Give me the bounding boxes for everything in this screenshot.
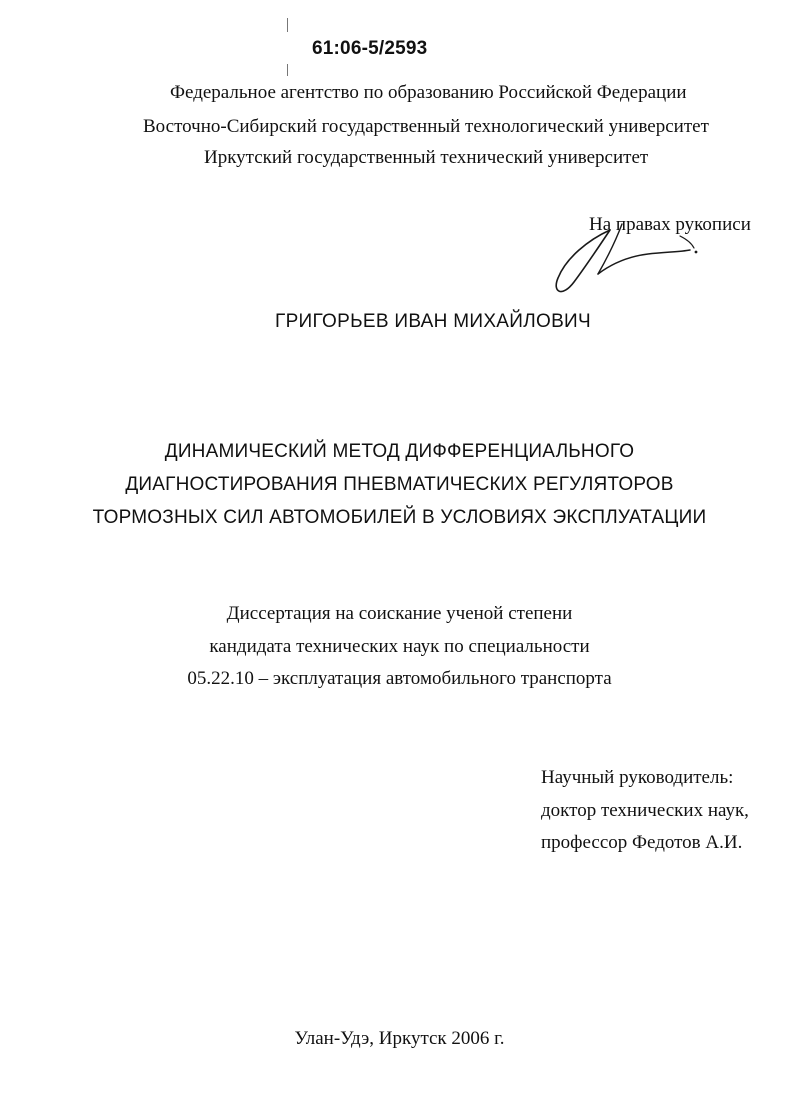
supervisor-label: Научный руководитель: xyxy=(541,767,734,788)
manuscript-rights-note: На правах рукописи xyxy=(589,214,751,235)
city-year: Улан-Удэ, Иркутск 2006 г. xyxy=(294,1028,505,1049)
archive-code: 61:06-5/2593 xyxy=(312,38,428,59)
organization-university-2: Иркутский государственный технический университет xyxy=(204,147,649,168)
supervisor-degree: доктор технических наук, xyxy=(541,800,749,821)
degree-line-1: Диссертация на соискание ученой степени xyxy=(226,603,573,624)
supervisor-name: профессор Федотов А.И. xyxy=(541,832,743,853)
dissertation-title-line-2: ДИАГНОСТИРОВАНИЯ ПНЕВМАТИЧЕСКИХ РЕГУЛЯТОРОВ xyxy=(125,474,674,495)
organization-university-1: Восточно-Сибирский государственный технологический университет xyxy=(143,116,709,137)
organization-ministry: Федеральное агентство по образованию Российской Федерации xyxy=(170,82,687,103)
degree-line-3: 05.22.10 – эксплуатация автомобильного транспорта xyxy=(187,668,612,689)
degree-line-2: кандидата технических наук по специальности xyxy=(209,636,590,657)
scan-mark-top xyxy=(287,18,288,32)
author-signature xyxy=(540,218,710,302)
dissertation-title-line-1: ДИНАМИЧЕСКИЙ МЕТОД ДИФФЕРЕНЦИАЛЬНОГО xyxy=(164,441,635,462)
author-name: ГРИГОРЬЕВ ИВАН МИХАЙЛОВИЧ xyxy=(275,311,591,332)
dissertation-title-line-3: ТОРМОЗНЫХ СИЛ АВТОМОБИЛЕЙ В УСЛОВИЯХ ЭКСПЛУАТАЦИИ xyxy=(92,507,707,528)
scan-mark-bottom xyxy=(287,64,288,76)
